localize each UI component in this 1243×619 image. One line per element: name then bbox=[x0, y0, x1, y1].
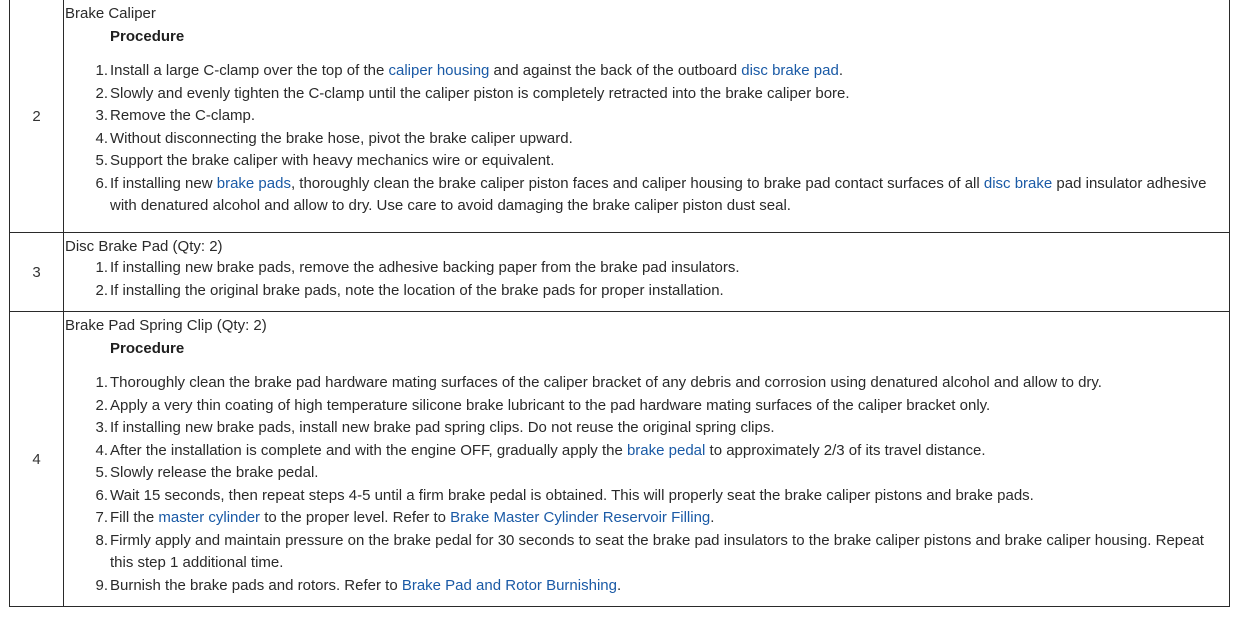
procedure-table-body bbox=[10, 0, 1230, 607]
instruction-text: Fill the bbox=[110, 509, 159, 526]
reference-link[interactable]: Brake Pad and Rotor Burnishing bbox=[401, 576, 617, 594]
instruction-text: Burnish the brake pads and rotors. Refer to bbox=[110, 576, 402, 594]
instruction-text: Thoroughly clean the brake pad hardware mating surfaces of the caliper bracket of any debris and corrosion using denatured alcohol and allow to dry. bbox=[110, 374, 1102, 391]
instruction-number: 6. bbox=[95, 486, 108, 504]
instruction-number: 4. bbox=[95, 129, 108, 147]
instruction-item bbox=[65, 395, 1217, 418]
reference-link[interactable]: disc brake pad bbox=[741, 62, 839, 79]
instruction-number: 4. bbox=[95, 441, 108, 459]
instruction-text: Slowly release the brake pedal. bbox=[110, 464, 319, 481]
procedure-row bbox=[10, 312, 1230, 607]
instruction-item bbox=[65, 575, 1217, 598]
instruction-number: 3. bbox=[95, 419, 108, 436]
procedure-row bbox=[10, 233, 1230, 312]
instruction-item bbox=[65, 462, 1217, 485]
instruction-text: If installing new brake pads, remove the adhesive backing paper from the brake pad insulators. bbox=[110, 259, 740, 276]
instruction-item bbox=[65, 173, 1217, 218]
instruction-number: 2. bbox=[95, 84, 108, 102]
step-content-cell bbox=[64, 233, 1230, 312]
instruction-list bbox=[65, 372, 1229, 597]
step-content-cell bbox=[64, 312, 1230, 607]
step-number: 3 bbox=[10, 233, 64, 312]
step-number: 4 bbox=[10, 312, 64, 607]
instruction-item bbox=[65, 372, 1217, 395]
instruction-number: 8. bbox=[95, 531, 108, 549]
instruction-text: . bbox=[838, 62, 843, 79]
instruction-text: . bbox=[616, 576, 622, 594]
instruction-number: 2. bbox=[95, 281, 108, 299]
reference-link[interactable]: caliper housing bbox=[388, 62, 490, 79]
instruction-item bbox=[65, 485, 1217, 508]
procedure-heading: Procedure bbox=[110, 28, 185, 45]
instruction-item bbox=[65, 105, 1217, 128]
instruction-number: 3. bbox=[95, 107, 108, 124]
instruction-text: Firmly apply and maintain pressure on the brake pedal for 30 seconds to seat the brake pad insulators to the brake caliper pistons and brake caliper housing. Repeat this step 1 additional time. bbox=[110, 531, 1204, 571]
reference-link[interactable]: Brake Master Cylinder Reservoir Filling bbox=[450, 509, 711, 526]
instruction-text: Apply a very thin coating of high temperature silicone brake lubricant to the pad hardware mating surfaces of the caliper bracket only. bbox=[110, 396, 991, 414]
instruction-text: Slowly and evenly tighten the C-clamp until the caliper piston is completely retracted into the brake caliper bore. bbox=[110, 84, 850, 102]
reference-link[interactable]: disc brake bbox=[983, 174, 1053, 192]
component-title: Brake Pad Spring Clip (Qty: 2) bbox=[65, 317, 267, 334]
instruction-item bbox=[65, 128, 1217, 151]
step-content-cell bbox=[64, 0, 1230, 233]
instruction-text: to the proper level. Refer to bbox=[260, 509, 451, 526]
instruction-text: Support the brake caliper with heavy mechanics wire or equivalent. bbox=[110, 152, 555, 169]
step-content bbox=[64, 0, 1229, 218]
instruction-number: 5. bbox=[95, 464, 108, 481]
instruction-text: Wait 15 seconds, then repeat steps 4-5 until a firm brake pedal is obtained. This will properly seat the brake caliper pistons and brake pads. bbox=[110, 486, 1034, 504]
component-title: Brake Caliper bbox=[65, 5, 156, 22]
reference-link[interactable]: brake pedal bbox=[626, 441, 706, 459]
instruction-list bbox=[65, 257, 1229, 302]
instruction-text: Remove the C-clamp. bbox=[110, 107, 256, 124]
instruction-item bbox=[65, 530, 1217, 575]
instruction-item bbox=[65, 257, 1217, 280]
instruction-text: Install a large C-clamp over the top of the bbox=[110, 62, 389, 79]
reference-link[interactable]: master cylinder bbox=[158, 509, 261, 526]
step-content bbox=[64, 233, 1229, 302]
instruction-number: 9. bbox=[95, 576, 108, 594]
instruction-item bbox=[65, 83, 1217, 106]
instruction-number: 5. bbox=[95, 152, 108, 169]
instruction-text: If installing the original brake pads, note the location of the brake pads for proper installation. bbox=[110, 281, 724, 299]
instruction-item bbox=[65, 280, 1217, 303]
instruction-text: pad insulator adhesive with denatured alcohol and allow to dry. Use care to avoid damaging the brake caliper piston dust seal. bbox=[110, 174, 1207, 214]
procedure-row bbox=[10, 0, 1230, 233]
instruction-item bbox=[65, 150, 1217, 173]
instruction-item bbox=[65, 60, 1217, 83]
component-title: Disc Brake Pad (Qty: 2) bbox=[65, 238, 223, 255]
instruction-item bbox=[65, 440, 1217, 463]
instruction-text: to approximately 2/3 of its travel distance. bbox=[705, 441, 986, 459]
instruction-number: 1. bbox=[95, 62, 108, 79]
step-number: 2 bbox=[10, 0, 64, 233]
instruction-text: , thoroughly clean the brake caliper piston faces and caliper housing to brake pad contact surfaces of all bbox=[290, 174, 984, 192]
instruction-number: 2. bbox=[95, 396, 108, 414]
instruction-text: and against the back of the outboard bbox=[489, 62, 742, 79]
instruction-text: If installing new bbox=[110, 174, 217, 192]
instruction-number: 6. bbox=[95, 174, 108, 192]
instruction-number: 7. bbox=[95, 509, 108, 526]
procedure-heading: Procedure bbox=[110, 340, 185, 357]
instruction-number: 1. bbox=[95, 374, 108, 391]
instruction-text: . bbox=[710, 509, 715, 526]
instruction-item bbox=[65, 417, 1217, 440]
step-content bbox=[64, 312, 1229, 597]
instruction-text: After the installation is complete and with the engine OFF, gradually apply the bbox=[110, 441, 627, 459]
instruction-text: If installing new brake pads, install new brake pad spring clips. Do not reuse the original spring clips. bbox=[110, 419, 775, 436]
reference-link[interactable]: brake pads bbox=[216, 174, 291, 192]
instruction-number: 1. bbox=[95, 259, 108, 276]
procedure-table bbox=[9, 0, 1230, 607]
instruction-list bbox=[65, 60, 1229, 218]
instruction-item bbox=[65, 507, 1217, 530]
instruction-text: Without disconnecting the brake hose, pivot the brake caliper upward. bbox=[110, 129, 573, 147]
